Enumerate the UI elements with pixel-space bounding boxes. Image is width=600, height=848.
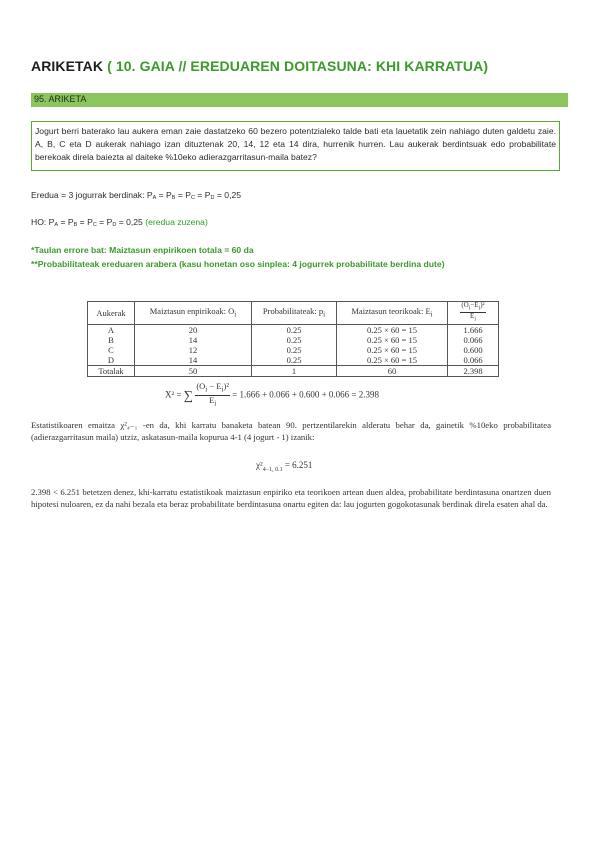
table-row: D 14 0.25 0.25 × 60 = 15 0.066 [88, 355, 499, 366]
model-line: Eredua = 3 jogurrak berdinak: $P_A = P_B = P_C = P_D = 0,25$ [31, 190, 242, 201]
table-header-row: Aukerak Maiztasun enpirikoak: $O_i$ Probabilitateak: $p_i$ Maiztasun teorikoak: $E_i$ $\frac{(O_i-E_i)^2}{E_i}$ [88, 302, 499, 325]
page-title [31, 58, 488, 74]
table-row: B 14 0.25 0.25 × 60 = 15 0.066 [88, 335, 499, 345]
table-totals-row: Totalak 50 1 60 2.398 [88, 365, 499, 376]
critical-value: $\chi^2_{4-1, 0.1} = 6.251$ [256, 460, 313, 473]
probability-note: **Probabilitateak ereduaren arabera (kasu honetan oso sinplea: 4 jogurrek probabilitate berdina dute) [31, 259, 445, 269]
problem-statement: Jogurt berri baterako lau aukera eman zaie dastatzeko 60 bezero potentzialeko talde bati eta lauetatik zein nahiago duten galdetu zaie. A, B, C eta D aukerak nahiago izan dituztenak 20, 14, 12 eta 14 dira, hurrenik hurren. Lau aukerak berdintsuak edo probabilitate berekoak direla baiezta al daiteke %10eko adierazgarritasun-maila batez? [35, 126, 556, 162]
frequency-table [87, 301, 499, 377]
exercise-header-bar [31, 93, 568, 107]
null-hypothesis-line: HO: $P_A = P_B = P_C = P_D = 0,25$ (eredua zuzena) [31, 217, 208, 228]
chi-square-formula: X² = ∑ $\frac{(O_i - E_i)^2}{E_i}$ = 1.666 + 0.066 + 0.600 + 0.066 = 2.398 [165, 381, 380, 408]
statistic-explanation: Estatistikoaren emaitza χ²₄₋₁ -en da, khi karratu banaketa batean 90. pertzentilarekin alderatu behar da, gainetik %10eko probabilitatea (adierazgarritasun maila) utziz, askatasun-maila kopurua 4-1 (4 jogurt - 1) izanik: [31, 420, 551, 442]
title-main: ARIKETAK [31, 58, 104, 74]
conclusion-paragraph: 2.398 < 6.251 betetzen denez, khi-karratu estatistikoak maiztasun enpiriko eta teorikoen artean duen aldea, probabilitate berdintasuna onartzen duen hipotesi nuloaren, ez da nahi bezala eta beraz probabilitate berdintasuna onartu egiten da: lau jogurten gogokotasunak berdinak direla esaten ahal da. [31, 487, 551, 509]
table-row: A 20 0.25 0.25 × 60 = 15 1.666 [88, 324, 499, 335]
title-topic: ( 10. GAIA // EREDUAREN DOITASUNA: KHI KARRATUA) [107, 58, 489, 74]
table-error-note: *Taulan errore bat: Maiztasun enpirikoen totala = 60 da [31, 245, 254, 255]
model-correct-note: (eredua zuzena) [145, 217, 208, 227]
table-row: C 12 0.25 0.25 × 60 = 15 0.600 [88, 345, 499, 355]
sigma-symbol: ∑ [183, 387, 194, 403]
problem-statement-box [31, 121, 560, 171]
exercise-number: 95. ARIKETA [34, 94, 87, 104]
